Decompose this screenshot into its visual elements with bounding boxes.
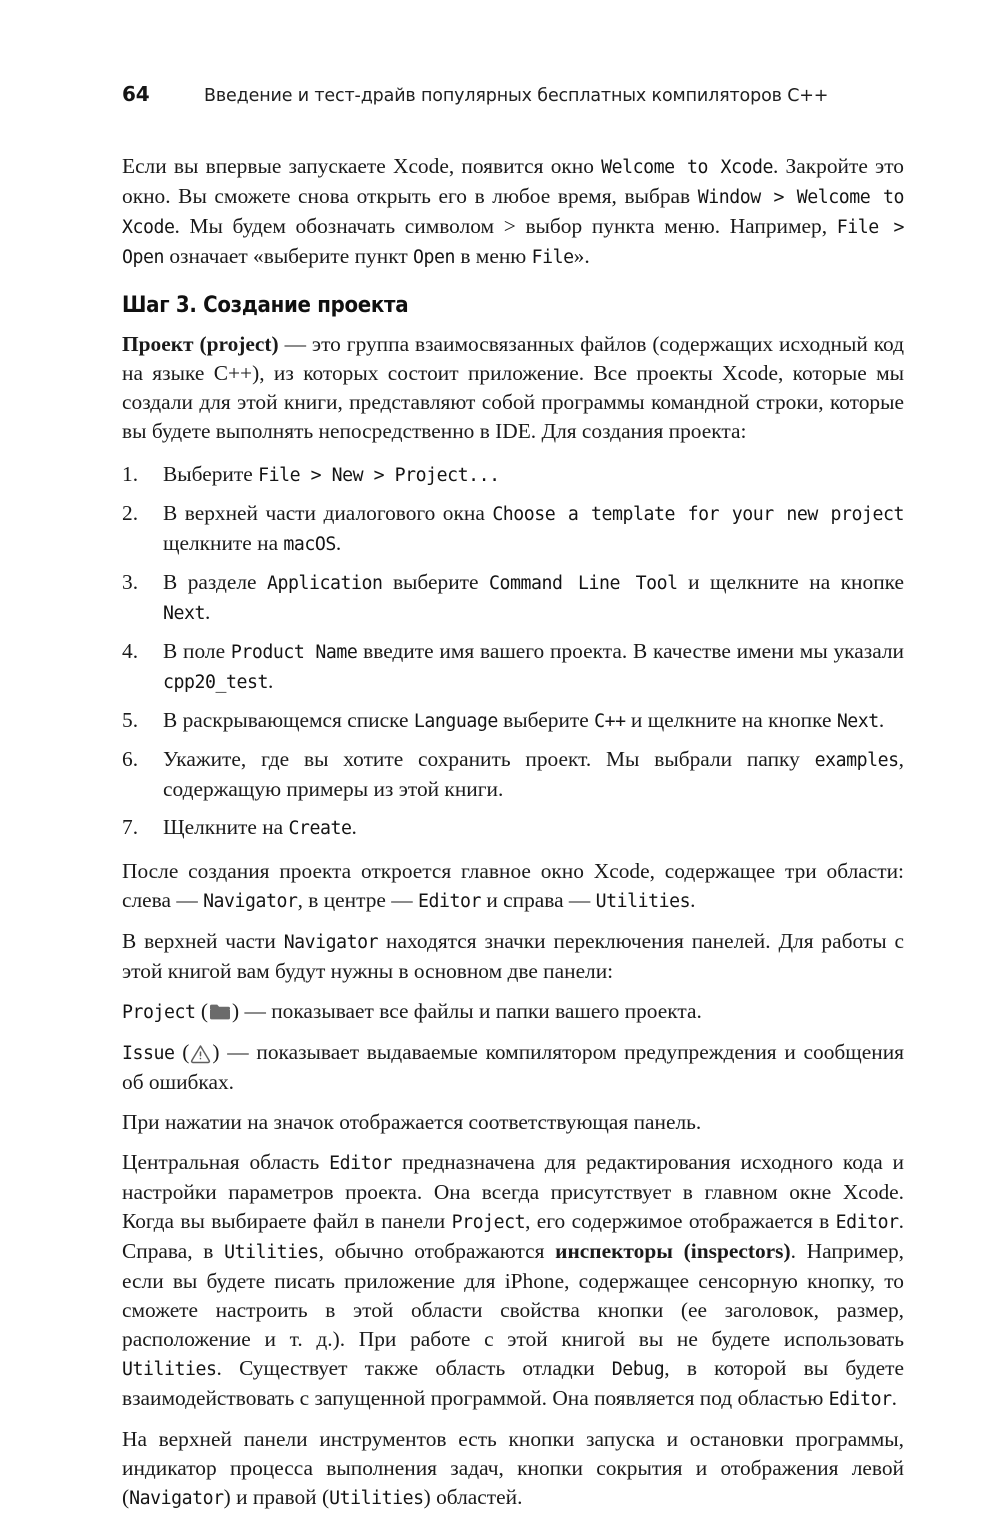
text-run: . <box>205 600 211 624</box>
list-item-number: 5. <box>122 708 139 732</box>
ui-literal: Language <box>413 711 498 732</box>
paragraph-project-panel <box>122 997 904 1027</box>
text-column <box>122 152 904 1524</box>
text-run: ( <box>195 999 208 1023</box>
list-item-text <box>163 568 904 628</box>
text-run: , содержащую примеры из этой книги. <box>163 747 904 801</box>
paragraph-project-definition <box>122 330 904 446</box>
paragraph-editor-area <box>122 1148 904 1414</box>
text-run: предназначена для редактирования исходного кода и настройки параметров проекта. Она всегда присутствует в главном окне Xcode. Когда вы выбираете файл в панели <box>122 1150 905 1233</box>
text-run: В верхней части <box>122 929 284 953</box>
ui-literal-open: Open <box>413 247 456 268</box>
list-item-text <box>163 706 904 736</box>
text-run: . <box>878 708 885 732</box>
text-run: означает «выберите пункт <box>164 244 414 268</box>
ui-literal-editor: Editor <box>329 1153 393 1174</box>
text-run: . Например, если вы будете писать приложение для iPhone, содержащее сенсорную кнопку, то сможете настроить в этой области свойства кнопки (ее заголовок, размер, расположение и т. д.). При работе с этой книгой вы не будете использовать <box>122 1239 905 1351</box>
chapter-title: Введение и тест-драйв популярных бесплатных компиляторов C++ <box>204 86 829 106</box>
text-run: ». <box>573 244 590 268</box>
list-item <box>122 499 904 559</box>
text-run: , его содержимое отображается в <box>525 1209 836 1233</box>
text-run: выберите <box>497 708 595 732</box>
text-run: в меню <box>455 244 532 268</box>
text-run: Щелкните на <box>163 815 289 839</box>
list-item-number: 3. <box>122 570 139 594</box>
text-run: Если вы впервые запускаете Xcode, появится окно <box>122 154 602 178</box>
ui-literal: Application <box>266 573 383 594</box>
paragraph-icon-click-note: При нажатии на значок отображается соответствующая панель. <box>122 1110 702 1134</box>
ui-literal-debug: Debug <box>611 1359 665 1380</box>
text-run: . <box>351 815 357 839</box>
text-run: ) областей. <box>423 1485 523 1509</box>
defined-term-project: Проект (project) <box>122 332 279 356</box>
text-run: ) <box>231 999 240 1023</box>
text-run: . Мы будем обозначать символом > выбор пункта меню. Например, <box>174 214 837 238</box>
text-run: , в центре — <box>297 888 418 912</box>
text-run: и щелкните на кнопке <box>625 708 837 732</box>
list-item <box>122 813 904 843</box>
text-run: и справа — <box>480 888 596 912</box>
list-item <box>122 637 904 697</box>
ui-literal: Product Name <box>230 642 358 663</box>
text-run: В поле <box>163 639 231 663</box>
list-item-number: 7. <box>122 815 139 839</box>
ui-literal-window-menu-path: Window > Welcome to Xcode <box>122 187 904 238</box>
list-item-text <box>163 813 904 843</box>
list-item-text <box>163 637 904 697</box>
ui-literal-editor: Editor <box>835 1212 899 1233</box>
paragraph-toolbar <box>122 1425 904 1513</box>
text-run: . <box>891 1386 898 1410</box>
text-run: , в которой вы будете взаимодействовать с запущенной программой. Она появляется под областью <box>122 1356 904 1410</box>
ui-literal-editor: Editor <box>417 891 481 912</box>
text-run: — показывает выдаваемые компилятором предупреждения и сообщения об ошибках. <box>122 1040 904 1094</box>
ui-literal-file: File <box>531 247 574 268</box>
ui-literal-utilities: Utilities <box>595 891 691 912</box>
text-run: В раскрывающемся списке <box>163 708 414 732</box>
text-run: . <box>268 669 274 693</box>
text-run: находятся значки переключения панелей. Для работы с этой книгой вам будут нужны в основном две панели: <box>122 929 904 983</box>
ui-literal: File > New > Project... <box>258 465 500 486</box>
paragraph-welcome-xcode <box>122 152 904 272</box>
text-run: выберите <box>382 570 489 594</box>
list-item <box>122 568 904 628</box>
ui-literal-project: Project <box>451 1212 526 1233</box>
ui-literal-editor: Editor <box>828 1389 892 1410</box>
ui-literal: Command Line Tool <box>488 573 678 594</box>
text-run: На верхней панели инструментов есть кнопки запуска и остановки программы, индикатор процесса выполнения задач, кнопки сокрытия и отображения левой ( <box>122 1427 904 1509</box>
ui-literal-navigator: Navigator <box>283 932 379 953</box>
text-run: ) <box>212 1040 220 1064</box>
list-item-text <box>163 745 904 804</box>
section-heading-step-3: Шаг 3. Создание проекта <box>122 293 409 318</box>
text-run: ) и правой ( <box>223 1485 330 1509</box>
list-item-text <box>163 460 904 490</box>
list-item <box>122 745 904 804</box>
warning-triangle-icon <box>190 1042 211 1061</box>
text-run: , обычно отображаются <box>318 1239 556 1263</box>
paragraph-issue-panel <box>122 1038 904 1097</box>
ui-literal-project: Project <box>122 1002 196 1023</box>
ui-literal: Create <box>288 818 352 839</box>
paragraph-navigator-panels <box>122 927 904 986</box>
text-run: . <box>335 531 342 555</box>
text-run: Выберите <box>163 462 259 486</box>
text-run: . Справа, в <box>122 1209 904 1263</box>
text-run: щелкните на <box>163 531 284 555</box>
page-number: 64 <box>122 82 150 106</box>
text-run: и щелкните на кнопке <box>677 570 904 594</box>
ordered-list-project-steps <box>122 460 904 843</box>
ui-literal-welcome-to-xcode: Welcome to Xcode <box>601 157 773 178</box>
text-run: . <box>690 888 696 912</box>
list-item <box>122 706 904 736</box>
text-run: — показывает все файлы и папки вашего проекта. <box>239 999 702 1023</box>
list-item-number: 6. <box>122 747 139 771</box>
text-run: После создания проекта откроется главное окно Xcode, содержащее три области: слева — <box>122 859 904 912</box>
ui-literal-issue: Issue <box>122 1043 175 1064</box>
paragraph-three-areas <box>122 857 904 916</box>
text-run: введите имя вашего проекта. В качестве имени мы указали <box>357 639 905 663</box>
ui-literal-navigator: Navigator <box>129 1488 224 1509</box>
ui-literal: examples <box>814 750 899 771</box>
text-run: — это группа взаимосвязанных файлов (содержащих исходный код на языке C++), из которых состоит приложение. Все проекты Xcode, которые мы создали для этой книги, представляют собой программы командной строки, которые вы будете выполнять непосредственно в IDE. Для создания проекта: <box>122 332 904 443</box>
ui-literal-navigator: Navigator <box>203 891 298 912</box>
defined-term-inspectors: инспекторы (inspectors) <box>555 1239 791 1263</box>
text-run: . Закройте это окно. Вы сможете снова открыть его в любое время, выбрав <box>122 154 904 208</box>
text-run: Укажите, где вы хотите сохранить проект. Мы выбрали папку <box>163 747 815 771</box>
text-run: В разделе <box>163 570 267 594</box>
list-item-text <box>163 499 904 559</box>
list-item-number: 2. <box>122 501 139 525</box>
ui-literal-file-open: File > Open <box>122 217 904 268</box>
ui-literal: C++ <box>594 711 626 732</box>
ui-literal: macOS <box>283 534 336 555</box>
list-item-number: 4. <box>122 639 139 663</box>
list-item <box>122 460 904 490</box>
ui-literal-utilities: Utilities <box>329 1488 424 1509</box>
folder-icon <box>209 1000 231 1018</box>
ui-literal: Choose a template for your new project <box>492 504 904 525</box>
ui-literal-utilities: Utilities <box>224 1242 319 1263</box>
text-run: Центральная область <box>122 1150 330 1174</box>
text-run: ( <box>174 1040 190 1064</box>
running-head <box>122 82 912 106</box>
text-run: . Существует также область отладки <box>216 1356 612 1380</box>
ui-literal: cpp20_test <box>163 672 268 693</box>
ui-literal: Next <box>163 603 205 624</box>
text-run: В верхней части диалогового окна <box>163 501 493 525</box>
ui-literal-utilities: Utilities <box>122 1359 217 1380</box>
list-item-number: 1. <box>122 462 139 486</box>
ui-literal: Next <box>836 711 879 732</box>
